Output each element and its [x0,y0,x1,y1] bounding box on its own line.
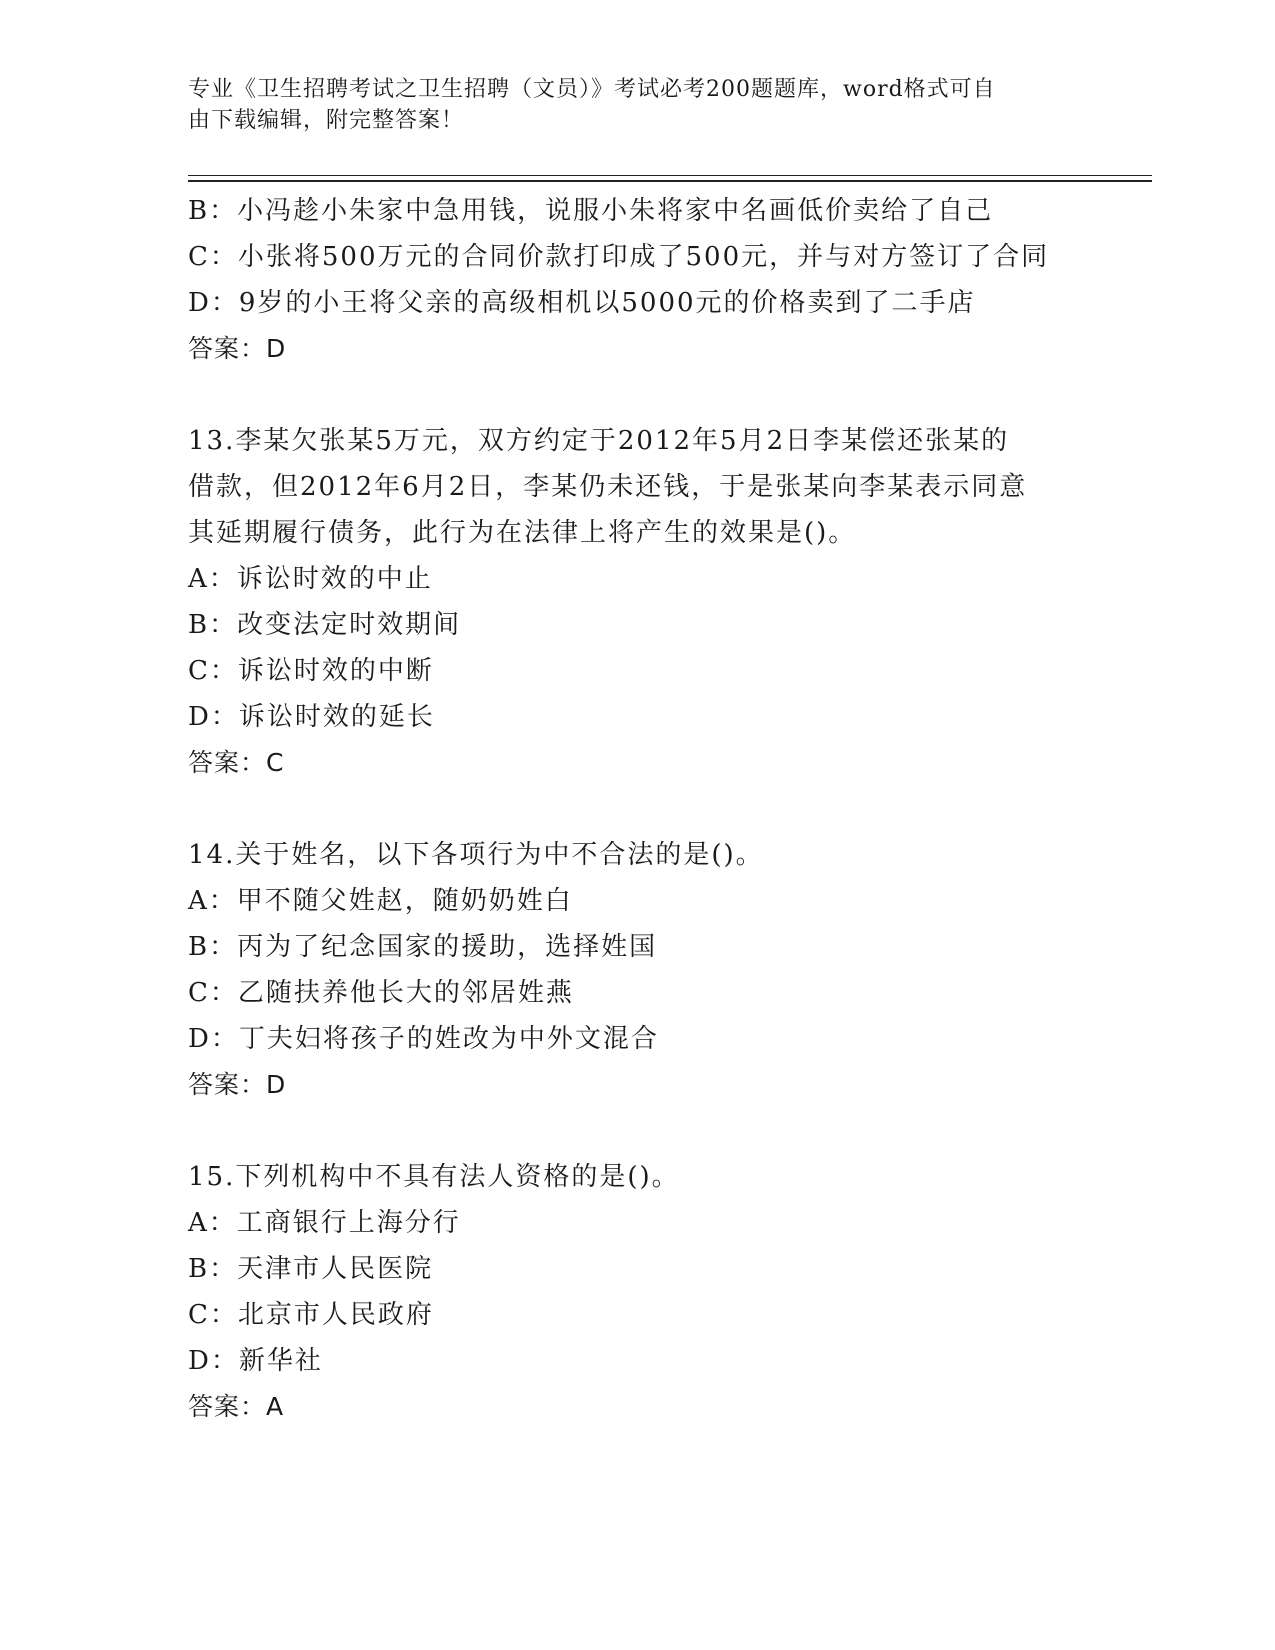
question-stem: 13.李某欠张某5万元，双方约定于2012年5月2日李某偿还张某的 [188,426,1010,456]
question-stem: 其延期履行债务，此行为在法律上将产生的效果是()。 [188,518,857,548]
option-d: D：新华社 [188,1346,323,1376]
question-stem: 14.关于姓名，以下各项行为中不合法的是()。 [188,840,764,870]
answer-line: 答案：D [188,1070,287,1099]
header-line-1: 专业《卫生招聘考试之卫生招聘（文员）》考试必考200题题库，word格式可自 [188,77,996,102]
option-b: B：丙为了纪念国家的援助，选择姓国 [188,932,658,962]
answer-line: 答案：C [188,748,285,777]
option-b: B：改变法定时效期间 [188,610,462,640]
option-c: C：北京市人民政府 [188,1300,434,1330]
question-block-14 [188,832,1088,1108]
header-divider-thin [188,175,1152,176]
option-c: C：乙随扶养他长大的邻居姓燕 [188,978,574,1008]
option-a: A：诉讼时效的中止 [188,564,433,594]
spacer [188,372,1088,418]
question-block-15 [188,1154,1088,1430]
answer-line: 答案：A [188,1392,285,1421]
option-d: D：丁夫妇将孩子的姓改为中外文混合 [188,1024,659,1054]
option-a: A：工商银行上海分行 [188,1208,461,1238]
question-block-13 [188,418,1088,786]
spacer [188,786,1088,832]
option-c: C：诉讼时效的中断 [188,656,434,686]
option-b: B：天津市人民医院 [188,1254,434,1284]
question-stem: 15.下列机构中不具有法人资格的是()。 [188,1162,680,1192]
question-block-12 [188,188,1088,372]
question-list [188,188,1088,1430]
header-divider-thick [188,180,1152,182]
spacer [188,1108,1088,1154]
header-line-2: 由下载编辑，附完整答案！ [188,108,465,133]
option-d: D：9岁的小王将父亲的高级相机以5000元的价格卖到了二手店 [188,288,976,318]
option-b: B：小冯趁小朱家中急用钱，说服小朱将家中名画低价卖给了自己 [188,196,994,226]
option-a: A：甲不随父姓赵，随奶奶姓白 [188,886,573,916]
question-stem: 借款，但2012年6月2日，李某仍未还钱，于是张某向李某表示同意 [188,472,1028,502]
option-c: C：小张将500万元的合同价款打印成了500元，并与对方签订了合同 [188,242,1050,272]
document-header [188,74,1088,136]
option-d: D：诉讼时效的延长 [188,702,435,732]
answer-line: 答案：D [188,334,287,363]
